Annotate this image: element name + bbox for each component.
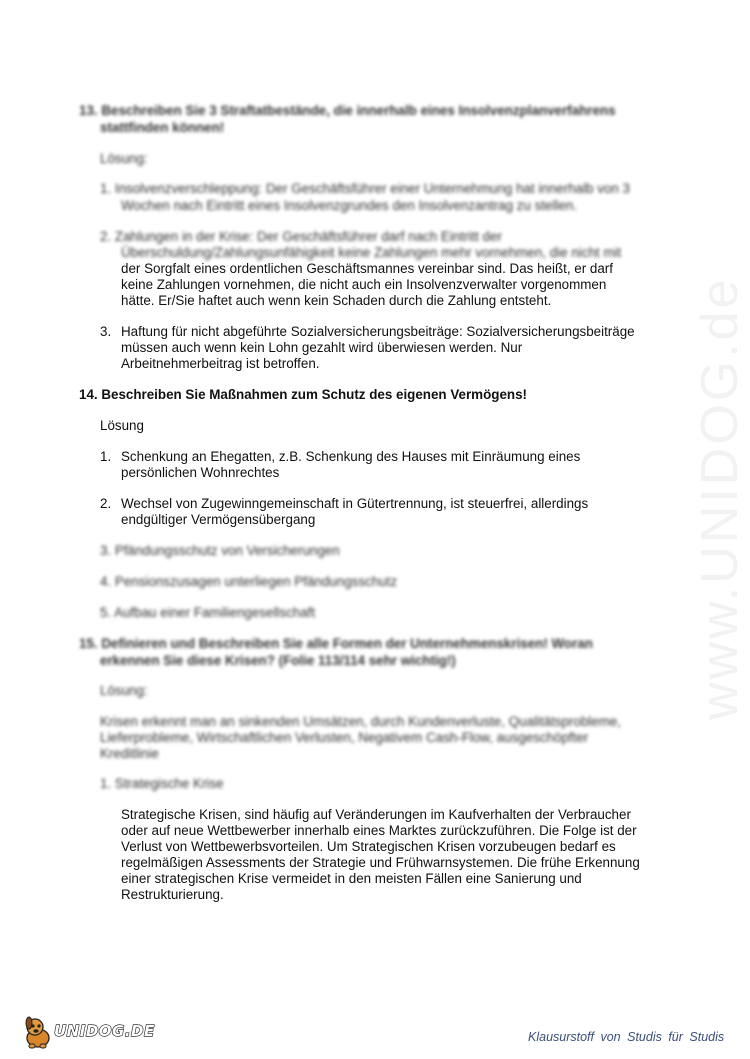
q14-heading: 14. Beschreiben Sie Maßnahmen zum Schutz des eigenen Vermögens! [79,387,527,402]
logo-wordmark: UNIDOG.DE [54,1022,155,1040]
q13-item3-line1: Haftung für nicht abgeführte Sozialversicherungsbeiträge: Sozialversicherungsbeiträge [121,324,635,339]
q15-loesung-label: Lösung: [100,683,148,698]
q15-intro-line3: Kreditlinie [100,746,159,761]
q13-item2-line4: keine Zahlungen vornehmen, die nicht auch ein Insolvenzverwalter vorgenommen [121,277,607,292]
q15-heading-line1: 15. Definieren und Beschreiben Sie alle Formen der Unternehmenskrisen! Woran [79,636,593,651]
q15-para-line3: Verlust von Wettbewerbsvorteilen. Um Strategischen Krisen vorzubeugen bedarf es [121,839,616,854]
unidog-logo [20,1012,160,1052]
q15-intro-line2: Lieferprobleme, Wirtschaftlichen Verlusten, Negativem Cash-Flow, ausgeschöpfter [100,730,589,745]
q15-para-line4: regelmäßigen Assessments der Strategie und Frühwarnsystemen. Die frühe Erkennung [121,855,640,870]
q14-item2-line2: endgültiger Vermögensübergang [121,512,316,527]
q15-para-line1: Strategische Krisen, sind häufig auf Veränderungen im Kaufverhalten der Verbraucher [121,807,631,822]
q15-para-line5: einer strategischen Krise vermeidet in den meisten Fällen eine Sanierung und [121,871,582,886]
q13-item3-number: 3. [100,324,112,339]
q14-item1-line1: Schenkung an Ehegatten, z.B. Schenkung des Hauses mit Einräumung eines [121,449,581,464]
q14-item3: 3. Pfändungsschutz von Versicherungen [100,543,340,558]
q13-item2-line2: Überschuldung/Zahlungsunfähigkeit keine Zahlungen mehr vornehmen, die nicht mit [121,245,622,260]
q14-item1-line2: persönlichen Wohnrechtes [121,465,280,480]
q14-item1-number: 1. [100,449,112,464]
footer-tagline: Klausurstoff von Studis für Studis [528,1030,725,1044]
q15-para-line2: oder auf neue Wettbewerber innerhalb eines Marktes zurückzuführen. Die Folge ist der [121,823,637,838]
q15-para-line6: Restrukturierung. [121,887,224,902]
q14-item5: 5. Aufbau einer Familiengesellschaft [100,605,316,620]
q13-item1-line1: 1. Insolvenzverschleppung: Der Geschäftsführer einer Unternehmung hat innerhalb von 3 [100,181,630,196]
q13-item1-line2: Wochen nach Eintritt eines Insolvenzgrundes den Insolvenzantrag zu stellen. [121,198,578,213]
dog-mascot-icon [20,1014,56,1050]
q13-item3-line2: müssen auch wenn kein Lohn gezahlt wird überwiesen werden. Nur [121,340,523,355]
q13-item3-line3: Arbeitnehmerbeitrag ist betroffen. [121,356,320,371]
q14-item2-line1: Wechsel von Zugewinngemeinschaft in Gütertrennung, ist steuerfrei, allerdings [121,496,589,511]
q15-item1: 1. Strategische Krise [100,776,224,791]
q13-heading-line2: stattfinden können! [100,120,225,135]
watermark-text: www.UNIDOG.de [691,276,749,720]
q15-heading-line2: erkennen Sie diese Krisen? (Folie 113/114 sehr wichtig!) [100,653,456,668]
q14-loesung-label: Lösung [100,418,144,433]
q14-item4: 4. Pensionszusagen unterliegen Pfändungsschutz [100,574,398,589]
q13-item2-line5: hätte. Er/Sie haftet auch wenn kein Schaden durch die Zahlung entsteht. [121,293,552,308]
q15-intro-line1: Krisen erkennt man an sinkenden Umsätzen, durch Kundenverluste, Qualitätsprobleme, [100,714,622,729]
q13-item2-line3: der Sorgfalt eines ordentlichen Geschäftsmannes vereinbar sind. Das heißt, er darf [121,261,613,276]
q13-heading-line1: 13. Beschreiben Sie 3 Straftatbestände, die innerhalb eines Insolvenzplanverfahrens [79,103,616,118]
q14-item2-number: 2. [100,496,112,511]
q13-loesung-label: Lösung: [100,151,148,166]
q13-item2-line1: 2. Zahlungen in der Krise: Der Geschäftsführer darf nach Eintritt der [100,229,502,244]
